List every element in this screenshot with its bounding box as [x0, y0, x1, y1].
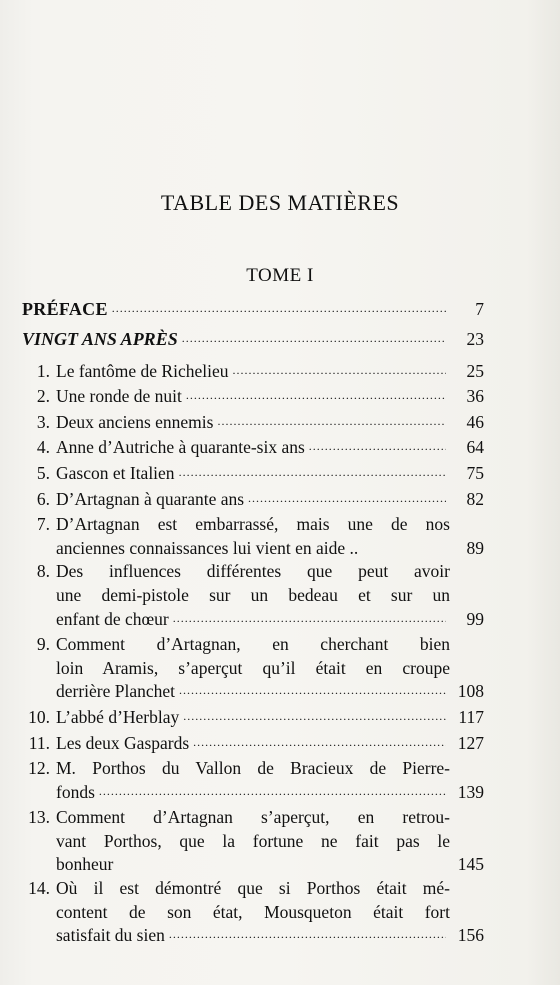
- toc-entry-label: Les deux Gaspards: [56, 732, 190, 753]
- toc-page-number: 108: [457, 681, 484, 702]
- toc-entry: [22, 732, 484, 758]
- toc-entry-label-line: fonds: [56, 781, 95, 802]
- leader-dots: [173, 605, 446, 631]
- leader-dots: [179, 459, 446, 485]
- chapter-number: 5.: [36, 462, 50, 483]
- toc-entry: [22, 488, 484, 514]
- toc-entry-label: Le fantôme de Richelieu: [56, 360, 229, 381]
- chapter-number: 14.: [28, 878, 50, 899]
- toc-entry: [22, 328, 484, 354]
- toc-page-number: 99: [466, 608, 484, 629]
- chapter-number: 9.: [36, 634, 50, 655]
- toc-entry-label: Gascon et Italien: [56, 462, 175, 483]
- chapter-number: 6.: [36, 488, 50, 509]
- toc-entry-label: Une ronde de nuit: [56, 386, 182, 407]
- toc-page-number: 36: [466, 386, 484, 407]
- toc-entry-label-line: D’Artagnan est embarrassé, mais une de nos: [56, 514, 450, 535]
- table-of-contents: [22, 298, 484, 950]
- toc-entry: [22, 877, 484, 950]
- toc-page-number: 127: [457, 732, 484, 753]
- toc-entry: [22, 298, 484, 322]
- chapter-number: 7.: [36, 514, 50, 535]
- toc-page-number: 117: [458, 706, 484, 727]
- page-title: TABLE DES MATIÈRES: [160, 190, 400, 215]
- toc-entry-label-line: enfant de chœur: [56, 608, 169, 629]
- toc-entry-label: PRÉFACE: [22, 299, 108, 319]
- toc-entry-label-line: Où il est démontré que si Porthos était mé-: [56, 878, 450, 899]
- toc-entry-label-line: derrière Planchet: [56, 681, 176, 702]
- toc-page-number: 23: [466, 329, 484, 349]
- chapter-number: 10.: [28, 706, 50, 727]
- leader-dots: [186, 382, 446, 408]
- leader-dots: [99, 778, 446, 804]
- toc-entry-label-line: bonheur: [56, 854, 114, 875]
- volume-heading: TOME I: [246, 265, 314, 286]
- leader-dots: [183, 703, 446, 729]
- toc-page-number: 64: [466, 437, 484, 458]
- chapter-number: 2.: [36, 386, 50, 407]
- leader-dots: [182, 325, 446, 351]
- toc-entry-label-line: Comment d’Artagnan s’aperçut, en retrou-: [56, 807, 450, 828]
- toc-page-number: 145: [457, 854, 484, 875]
- toc-entry-label-line: content de son état, Mousqueton était fort: [56, 901, 450, 922]
- leader-dots: [169, 921, 446, 947]
- toc-page-number: 156: [457, 925, 484, 946]
- toc-entry: [22, 513, 484, 560]
- toc-page-number: 7: [475, 299, 484, 319]
- toc-entry-label-line: satisfait du sien: [56, 925, 165, 946]
- chapter-number: 3.: [36, 411, 50, 432]
- toc-page-number: 89: [466, 537, 484, 558]
- toc-page-number: 82: [466, 488, 484, 509]
- chapter-number: 11.: [28, 732, 50, 753]
- toc-entry: [22, 806, 484, 877]
- toc-entry-label: D’Artagnan à quarante ans: [56, 488, 245, 509]
- chapter-number: 12.: [28, 758, 50, 779]
- toc-page-number: 25: [466, 360, 484, 381]
- toc-page-number: 75: [466, 462, 484, 483]
- toc-page-number: 46: [466, 411, 484, 432]
- toc-entry: [22, 757, 484, 806]
- toc-entry-label-line: anciennes connaissances lui vient en aide ..: [56, 537, 359, 558]
- leader-dots: [217, 408, 446, 434]
- toc-page-number: 139: [457, 781, 484, 802]
- toc-entry-label-line: une demi-pistole sur un bedeau et sur un: [56, 584, 450, 605]
- leader-dots: [179, 677, 446, 703]
- toc-entry-label-line: vant Porthos, que la fortune ne fait pas le: [56, 830, 450, 851]
- toc-entry-label: Anne d’Autriche à quarante-six ans: [56, 437, 305, 458]
- toc-entry-label-line: Des influences différentes que peut avoir: [56, 561, 450, 582]
- toc-entry-label-line: M. Porthos du Vallon de Bracieux de Pierre-: [56, 758, 450, 779]
- toc-entry-label-line: loin Aramis, s’aperçut qu’il était en croupe: [56, 657, 450, 678]
- toc-entry-label-line: Comment d’Artagnan, en cherchant bien: [56, 634, 450, 655]
- chapter-number: 1.: [36, 360, 50, 381]
- toc-entry: [22, 560, 484, 633]
- leader-dots: [112, 295, 446, 321]
- toc-entry-label: L’abbé d’Herblay: [56, 706, 180, 727]
- leader-dots: [309, 433, 446, 459]
- toc-entry-label: Deux anciens ennemis: [56, 411, 214, 432]
- toc-entry-label: VINGT ANS APRÈS: [22, 329, 178, 349]
- leader-dots: [193, 729, 446, 755]
- chapter-number: 8.: [36, 561, 50, 582]
- leader-dots: [233, 357, 447, 383]
- toc-entry: [22, 633, 484, 706]
- chapter-number: 13.: [28, 807, 50, 828]
- chapter-number: 4.: [36, 437, 50, 458]
- leader-dots: [248, 485, 446, 511]
